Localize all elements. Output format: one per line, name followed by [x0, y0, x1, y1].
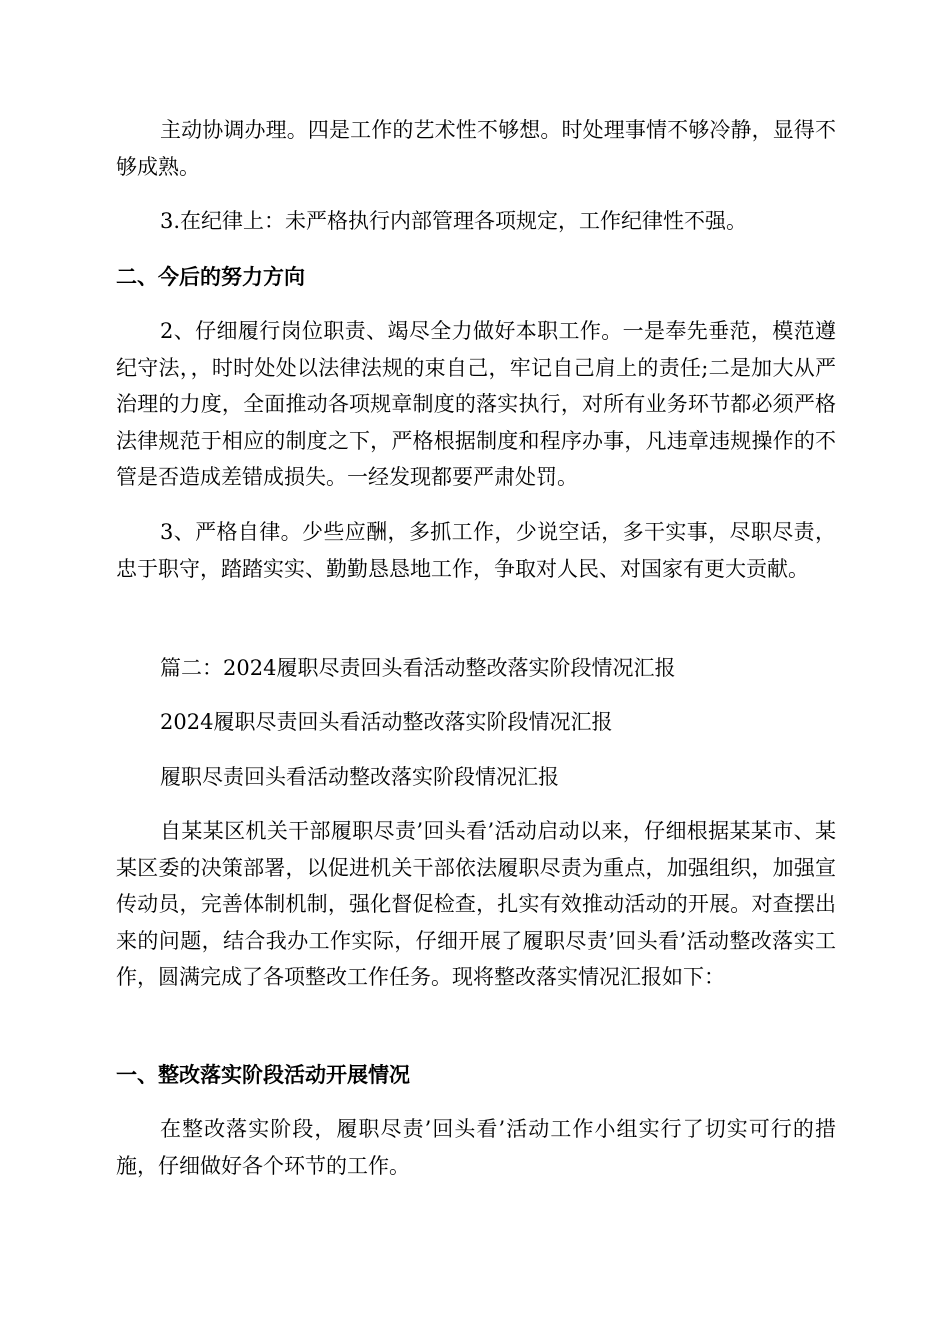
section-heading-future-direction: 二、今后的努力方向 [116, 265, 305, 289]
paragraph-discipline-issue: 3.在纪律上：未严格执行内部管理各项规定，工作纪律性不强。 [160, 209, 748, 233]
paragraph-report-subtitle: 履职尽责回头看活动整改落实阶段情况汇报 [160, 765, 559, 789]
section-heading-rectification: 一、整改落实阶段活动开展情况 [116, 1063, 410, 1087]
paragraph-report-intro: 自某某区机关干部履职尽责’回头看’活动启动以来，仔细根据某某市、某某区委的决策部署，以促进机关干部依法履职尽责为重点，加强组织，加强宣传动员，完善体制机制，强化督促检查，扎实有效推动活动的开展。对查摆出来的问题，结合我办工作实际，仔细开展了履职尽责’回头看’活动整改落实工作，圆满完成了各项整改工作任务。现将整改落实情况汇报如下： [116, 819, 836, 989]
paragraph-self-discipline: 3、严格自律。少些应酬，多抓工作，少说空话，多干实事，尽职尽责，忠于职守，踏踏实实、勤勤恳恳地工作，争取对人民、对国家有更大贡献。 [116, 520, 836, 581]
paragraph-attitude-issues: 主动协调办理。四是工作的艺术性不够想。时处理事情不够冷静，显得不够成熟。 [116, 118, 836, 179]
paragraph-report-title: 2024履职尽责回头看活动整改落实阶段情况汇报 [160, 710, 613, 734]
paragraph-rectification-measures: 在整改落实阶段，履职尽责’回头看’活动工作小组实行了切实可行的措施，仔细做好各个环节的工作。 [116, 1117, 836, 1178]
paragraph-fulfill-duties: 2、仔细履行岗位职责、竭尽全力做好本职工作。一是奉先垂范，模范遵纪守法，，时时处处以法律法规的束自己，牢记自己肩上的责任;二是加大从严治理的力度，全面推动各项规章制度的落实执行，对所有业务环节都必须严格法律规范于相应的制度之下，严格根据制度和程序办事，凡违章违规操作的不管是否造成差错成损失。一经发现都要严肃处罚。 [116, 319, 836, 489]
paragraph-part-two-title: 篇二：2024履职尽责回头看活动整改落实阶段情况汇报 [160, 656, 676, 680]
